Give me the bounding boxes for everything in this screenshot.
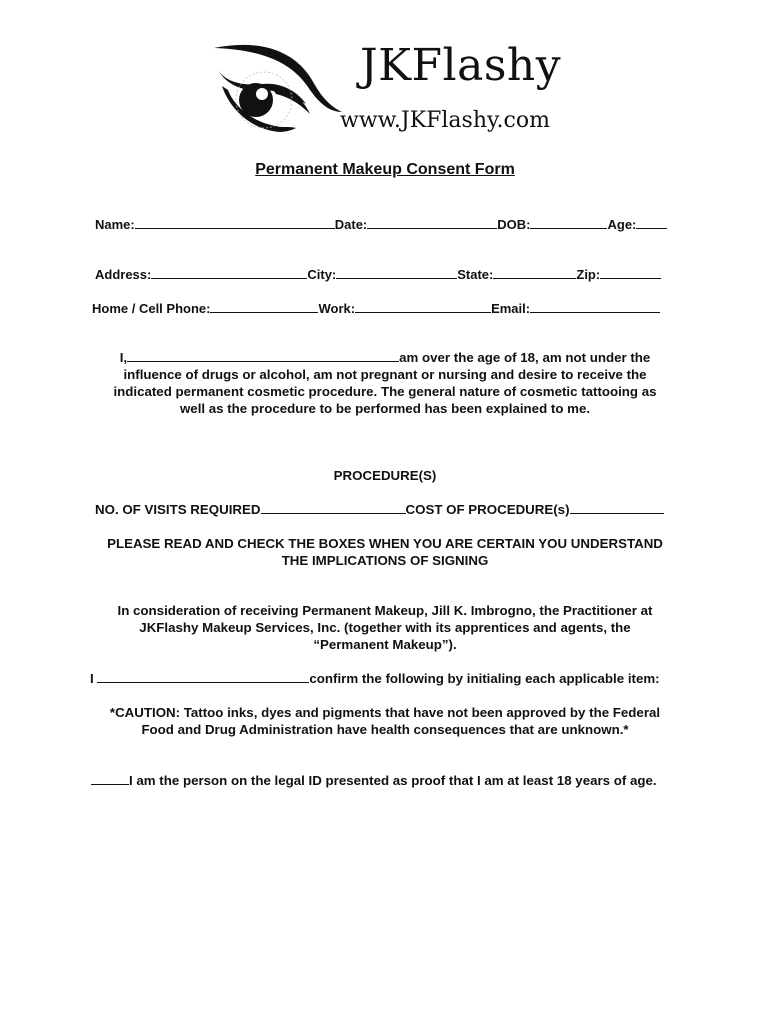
visits-cost-row xyxy=(95,501,664,517)
dob-label: DOB: xyxy=(497,217,531,232)
age-label: Age: xyxy=(607,217,637,232)
email-field[interactable] xyxy=(530,300,660,313)
date-label: Date: xyxy=(334,217,368,232)
statement-text-1: am over the age of 18, am not under the xyxy=(399,350,651,365)
confirm-name-field[interactable] xyxy=(97,670,309,683)
confirm-text: confirm the following by initialing each applicable item: xyxy=(309,671,660,686)
email-label: Email: xyxy=(491,301,531,316)
dob-field[interactable] xyxy=(530,216,607,229)
brand-name: JKFlashy xyxy=(360,40,562,91)
cost-field[interactable] xyxy=(570,501,664,514)
instructions xyxy=(85,535,685,569)
zip-field[interactable] xyxy=(600,266,661,279)
visits-label: NO. OF VISITS REQUIRED xyxy=(95,502,261,517)
statement-paragraph xyxy=(85,349,685,417)
name-label: Name: xyxy=(95,217,135,232)
initial-item xyxy=(91,772,657,788)
statement-line-1 xyxy=(85,349,685,366)
city-label: City: xyxy=(307,267,337,282)
cost-label: COST OF PROCEDURE(s) xyxy=(405,502,570,517)
state-field[interactable] xyxy=(493,266,576,279)
phone-field[interactable] xyxy=(210,300,318,313)
age-field[interactable] xyxy=(636,216,667,229)
instructions-line-1: PLEASE READ AND CHECK THE BOXES WHEN YOU ARE CERTAIN YOU UNDERSTAND xyxy=(107,536,663,551)
confirm-row xyxy=(90,670,660,686)
instructions-line-2: THE IMPLICATIONS OF SIGNING xyxy=(281,553,489,568)
date-field[interactable] xyxy=(367,216,497,229)
contact-row xyxy=(92,300,660,316)
address-row xyxy=(95,266,661,282)
address-label: Address: xyxy=(95,267,152,282)
statement-line-4: well as the procedure to be performed has been explained to me. xyxy=(179,401,591,416)
state-label: State: xyxy=(457,267,494,282)
city-field[interactable] xyxy=(336,266,457,279)
visits-field[interactable] xyxy=(261,501,406,514)
caution-line-1: *CAUTION: Tattoo inks, dyes and pigments that have not been approved by the Federal xyxy=(109,705,661,720)
page-title: Permanent Makeup Consent Form xyxy=(255,161,515,178)
phone-label: Home / Cell Phone: xyxy=(92,301,211,316)
personal-info-row xyxy=(95,216,667,232)
work-label: Work: xyxy=(318,301,356,316)
confirm-prefix: I xyxy=(90,671,94,686)
name-field[interactable] xyxy=(135,216,335,229)
statement-name-field[interactable] xyxy=(127,349,399,362)
brand-url: www.JKFlashy.com xyxy=(340,108,550,133)
consideration-line-2: JKFlashy Makeup Services, Inc. (together with its apprentices and agents, the xyxy=(139,620,631,635)
zip-label: Zip: xyxy=(576,267,601,282)
consideration-paragraph xyxy=(85,602,685,653)
address-field[interactable] xyxy=(151,266,307,279)
consideration-line-1: In consideration of receiving Permanent Makeup, Jill K. Imbrogno, the Practitioner at xyxy=(117,603,653,618)
eye-icon xyxy=(212,40,352,140)
statement-prefix: I, xyxy=(119,350,128,365)
work-field[interactable] xyxy=(355,300,491,313)
statement-line-2: influence of drugs or alcohol, am not pregnant or nursing and desire to receive the xyxy=(123,367,647,382)
caution-line-2: Food and Drug Administration have health consequences that are unknown.* xyxy=(141,722,629,737)
consideration-line-3: “Permanent Makeup”). xyxy=(313,637,457,652)
caution-notice xyxy=(85,704,685,738)
initial-field[interactable] xyxy=(91,772,129,785)
logo xyxy=(212,40,562,140)
initial-item-text: I am the person on the legal ID presented as proof that I am at least 18 years of age. xyxy=(129,773,657,788)
procedures-heading: PROCEDURE(S) xyxy=(333,468,437,483)
statement-line-3: indicated permanent cosmetic procedure. The general nature of cosmetic tattooing as xyxy=(113,384,657,399)
